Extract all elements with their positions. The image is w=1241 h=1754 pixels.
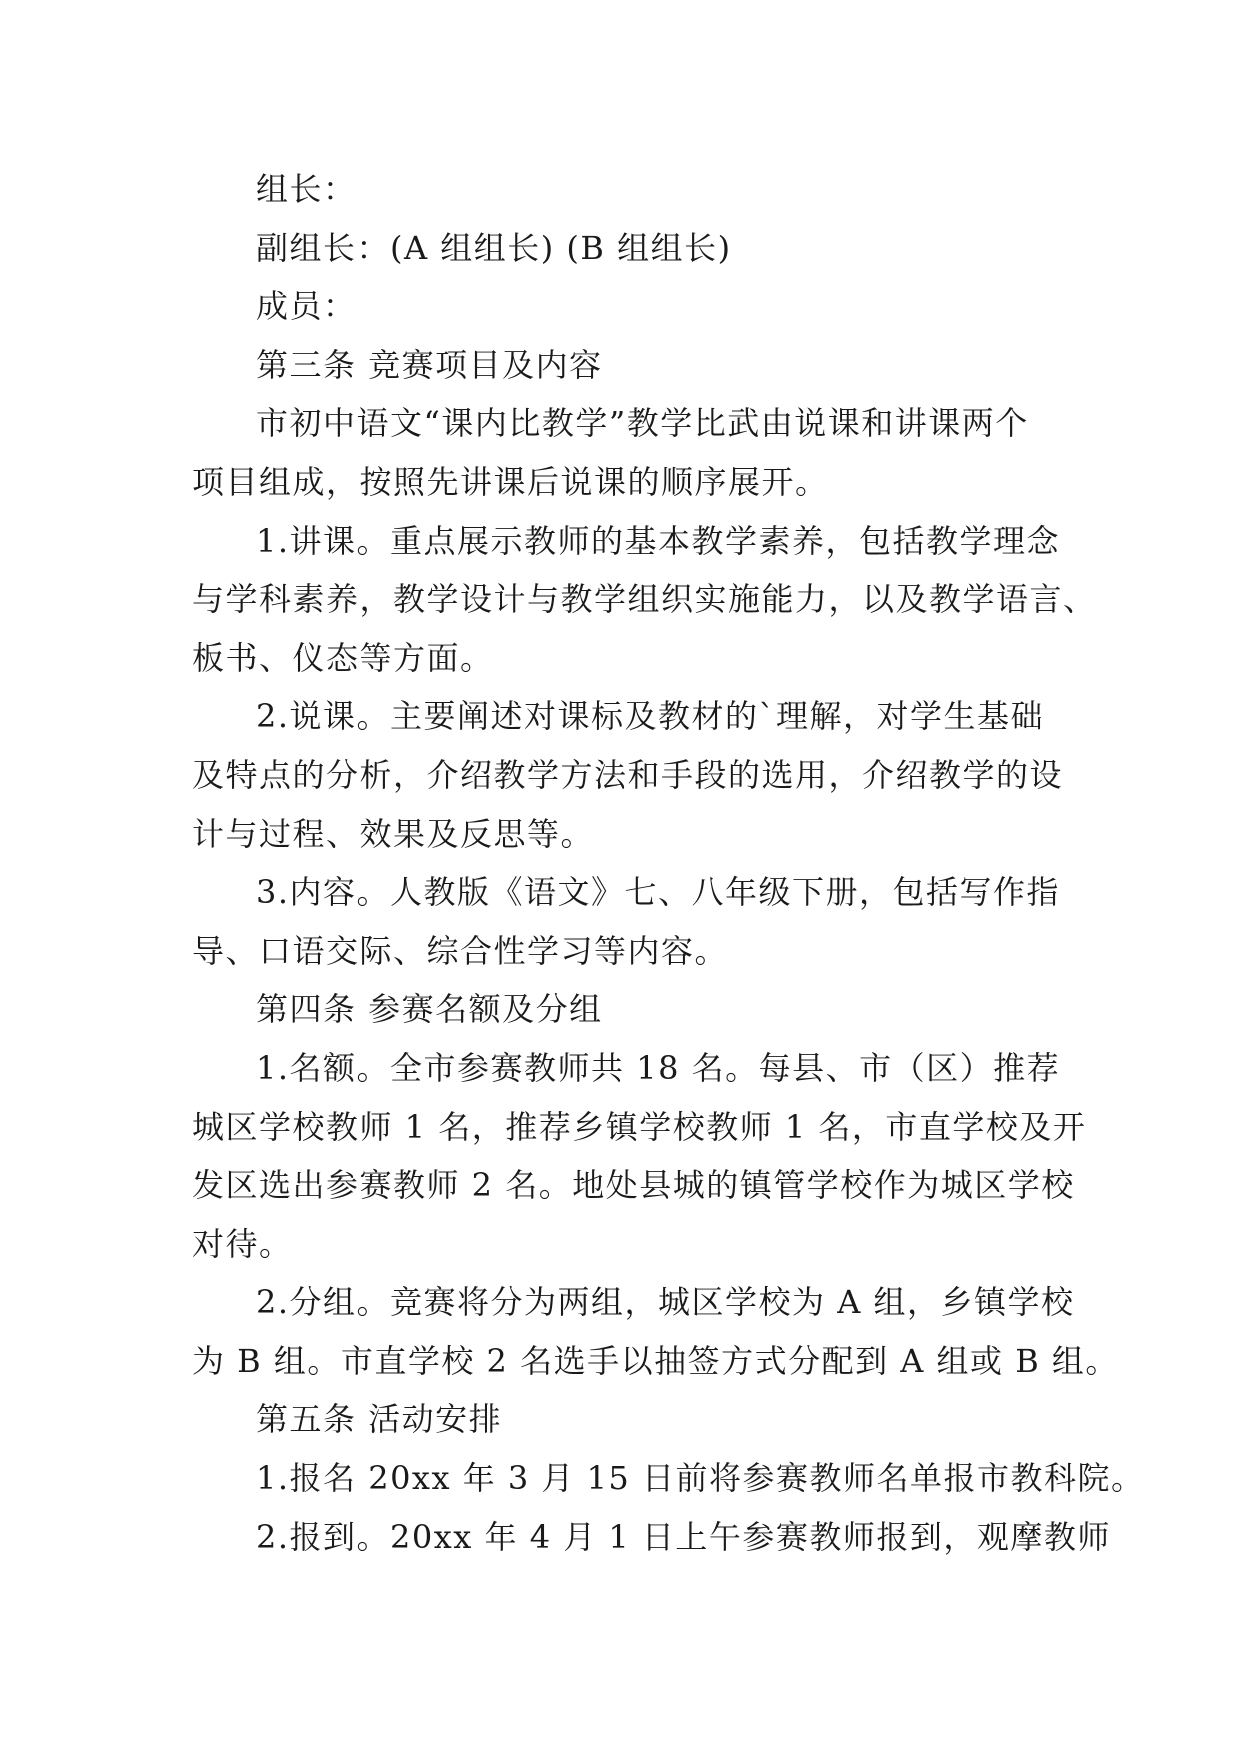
document-body	[192, 160, 1145, 1566]
text-line: 副组长：(A 组组长) (B 组组长)	[256, 228, 732, 267]
text-line: 项目组成，按照先讲课后说课的顺序展开。	[192, 462, 829, 501]
text-line: 2.说课。主要阐述对课标及教材的`理解，对学生基础	[256, 697, 1045, 736]
text-line: 成员：	[256, 287, 357, 326]
section-heading: 第三条 竞赛项目及内容	[256, 345, 603, 384]
text-line: 2.分组。竞赛将分为两组，城区学校为 A 组，乡镇学校	[256, 1283, 1075, 1322]
text-line: 1.讲课。重点展示教师的基本教学素养，包括教学理念	[256, 521, 1061, 560]
text-line: 为 B 组。市直学校 2 名选手以抽签方式分配到 A 组或 B 组。	[192, 1341, 1119, 1380]
text-line: 及特点的分析，介绍教学方法和手段的选用，介绍教学的设	[192, 755, 1064, 794]
text-line: 城区学校教师 1 名，推荐乡镇学校教师 1 名，市直学校及开	[192, 1107, 1087, 1146]
section-heading: 第五条 活动安排	[256, 1400, 503, 1439]
text-line: 市初中语文“课内比教学”教学比武由说课和讲课两个	[256, 404, 1029, 443]
text-line: 与学科素养，教学设计与教学组织实施能力，以及教学语言、	[192, 580, 1097, 619]
text-line: 导、口语交际、综合性学习等内容。	[192, 931, 729, 970]
text-line: 发区选出参赛教师 2 名。地处县城的镇管学校作为城区学校	[192, 1166, 1075, 1205]
text-line: 3.内容。人教版《语文》七、八年级下册，包括写作指	[256, 873, 1061, 912]
text-line: 组长：	[256, 170, 357, 208]
text-line: 计与过程、效果及反思等。	[192, 814, 595, 853]
text-line: 板书、仪态等方面。	[192, 638, 494, 677]
text-line: 2.报到。20xx 年 4 月 1 日上午参赛教师报到，观摩教师	[256, 1517, 1111, 1556]
text-line: 1.报名 20xx 年 3 月 15 日前将参赛教师名单报市教科院。	[256, 1459, 1145, 1498]
text-line: 对待。	[192, 1224, 293, 1263]
section-heading: 第四条 参赛名额及分组	[256, 990, 603, 1029]
text-line: 1.名额。全市参赛教师共 18 名。每县、市（区）推荐	[256, 1048, 1061, 1087]
